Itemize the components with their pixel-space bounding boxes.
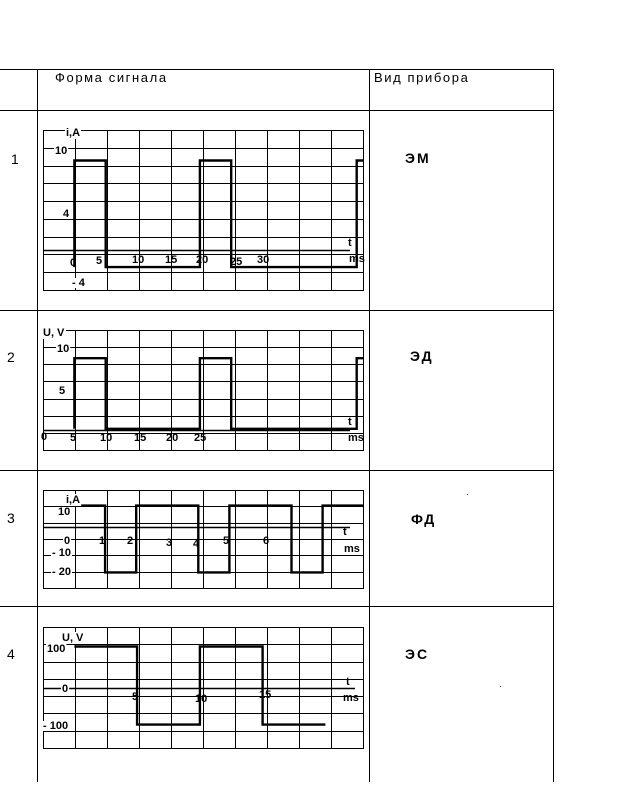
x-tick-label: 0 <box>41 431 48 443</box>
x-tick-label: 20 <box>196 254 209 266</box>
y-tick-label: 10 <box>58 506 71 518</box>
x-tick-label: 20 <box>166 432 179 444</box>
x-tick-label: 5 <box>132 691 139 703</box>
x-tick-label: 2 <box>127 535 134 547</box>
speck <box>500 686 501 687</box>
y-tick-label: 10 <box>57 343 70 355</box>
waveform-series-line <box>74 358 363 429</box>
x-axis-label-unit: ms <box>344 543 360 555</box>
y-tick-label: 5 <box>59 385 66 397</box>
y-axis-label: i,A <box>66 494 81 506</box>
y-axis-label: U, V <box>62 632 84 644</box>
x-tick-label: 0 <box>70 257 77 269</box>
table-grid <box>0 69 554 782</box>
y-axis-label: U, V <box>43 327 65 339</box>
x-tick-label: 30 <box>257 254 270 266</box>
x-tick-label: 15 <box>134 432 147 444</box>
row-number: 1 <box>11 151 19 167</box>
y-axis-label: i,A <box>66 127 81 139</box>
x-tick-label: 4 <box>193 538 200 550</box>
device-type-label: ЭМ <box>405 150 431 166</box>
x-tick-label: 10 <box>100 432 113 444</box>
x-tick-label: 5 <box>96 255 103 267</box>
y-tick-label: 100 <box>47 643 66 655</box>
header-signal-form: Форма сигнала <box>55 70 168 85</box>
x-tick-label: 3 <box>166 537 173 549</box>
y-tick-label: 0 <box>64 535 71 547</box>
row-number: 4 <box>7 646 15 662</box>
header-device-type: Вид прибора <box>374 70 470 85</box>
waveform-chart-2 <box>41 327 364 451</box>
x-axis-label-t: t <box>348 237 352 249</box>
x-axis-label-t: t <box>346 676 350 688</box>
x-tick-label: 15 <box>259 689 272 701</box>
x-tick-label: 15 <box>165 254 178 266</box>
waveform-chart-4 <box>42 627 364 749</box>
y-tick-label: - 4 <box>72 277 85 289</box>
x-axis-label-t: t <box>343 526 347 538</box>
x-axis-label-unit: ms <box>348 432 364 444</box>
speck <box>467 494 468 495</box>
waveform-series-line <box>74 647 325 725</box>
x-tick-label: 25 <box>230 256 243 268</box>
y-tick-label: 4 <box>63 208 70 220</box>
row-number: 3 <box>7 510 15 526</box>
x-axis-label-unit: ms <box>343 692 359 704</box>
device-type-label: ЭС <box>405 646 430 662</box>
row-number: 2 <box>7 349 15 365</box>
y-tick-label: - 100 <box>43 720 69 732</box>
x-tick-label: 5 <box>70 432 77 444</box>
y-tick-label: - 20 <box>52 566 71 578</box>
device-type-label: ЭД <box>410 348 434 364</box>
x-tick-label: 6 <box>263 535 270 547</box>
waveform-chart-1 <box>43 127 365 291</box>
y-tick-label: - 10 <box>52 547 71 559</box>
x-axis-label-t: t <box>348 416 352 428</box>
x-tick-label: 10 <box>132 254 145 266</box>
y-tick-label: 0 <box>62 683 69 695</box>
x-tick-label: 25 <box>194 432 207 444</box>
waveform-chart-3 <box>43 490 364 589</box>
device-type-label: ФД <box>411 511 437 527</box>
x-tick-label: 10 <box>195 693 208 705</box>
x-axis-label-unit: ms <box>349 253 365 265</box>
x-tick-label: 5 <box>223 535 230 547</box>
x-tick-label: 1 <box>99 535 106 547</box>
y-tick-label: 10 <box>55 145 68 157</box>
